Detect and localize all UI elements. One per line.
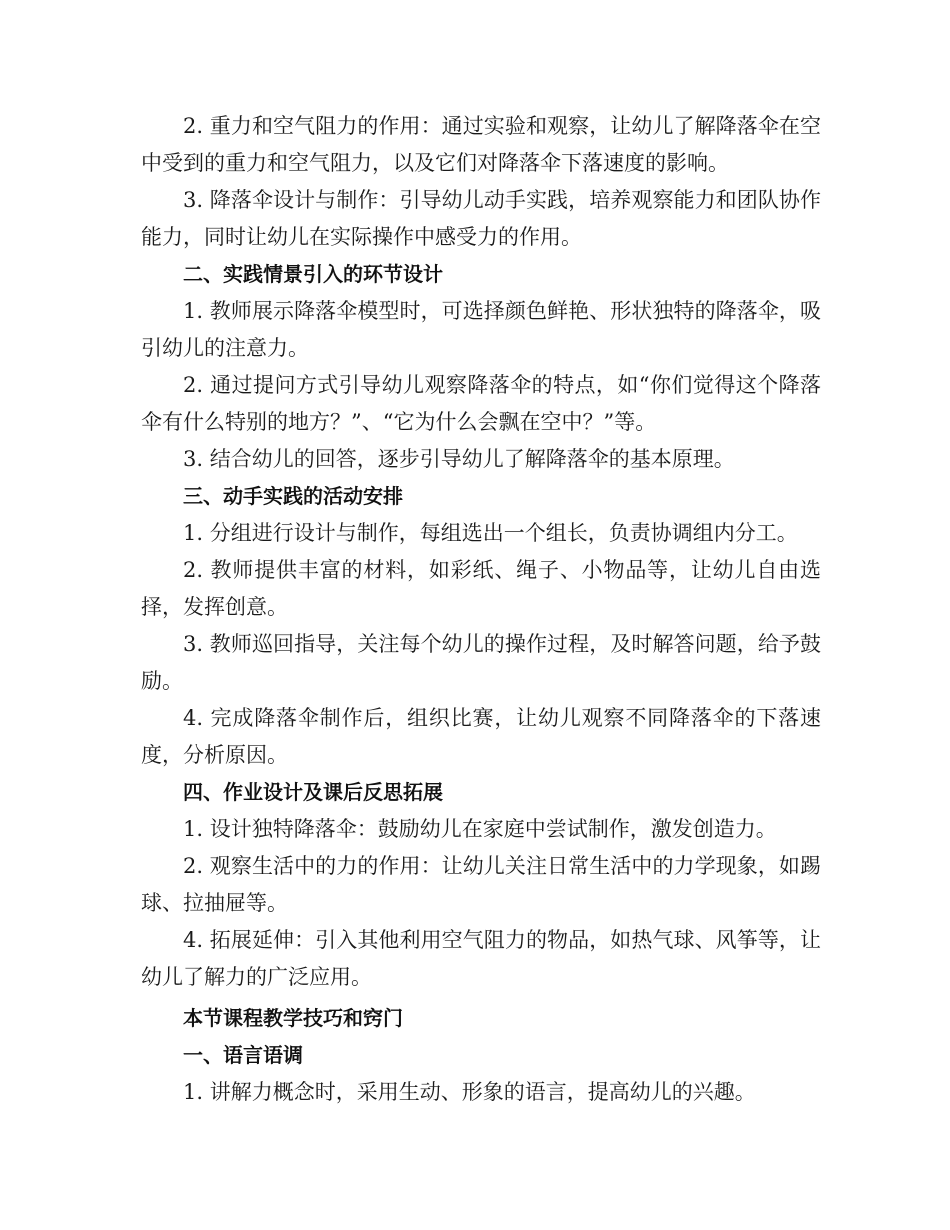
- paragraph-design-parachute: 1. 设计独特降落伞：鼓励幼儿在家庭中尝试制作，激发创造力。: [183, 817, 777, 841]
- paragraph-grouping: 1. 分组进行设计与制作，每组选出一个组长，负责协调组内分工。: [183, 521, 798, 545]
- section-heading-language-tone: 一、语言语调: [183, 1043, 303, 1067]
- paragraph-materials: 2. 教师提供丰富的材料，如彩纸、绳子、小物品等，让幼儿自由选择，发挥创意。: [141, 558, 821, 619]
- paragraph-basic-principle: 3. 结合幼儿的回答，逐步引导幼儿了解降落伞的基本原理。: [183, 447, 735, 471]
- paragraph-guidance: 3. 教师巡回指导，关注每个幼儿的操作过程，及时解答问题，给予鼓励。: [141, 632, 821, 693]
- paragraph-parachute-design: 3. 降落伞设计与制作：引导幼儿动手实践，培养观察能力和团队协作能力，同时让幼儿在实际操作中感受力的作用。: [141, 188, 821, 249]
- section-heading-scenario-intro: 二、实践情景引入的环节设计: [183, 262, 443, 286]
- paragraph-show-model: 1. 教师展示降落伞模型时，可选择颜色鲜艳、形状独特的降落伞，吸引幼儿的注意力。: [141, 299, 821, 360]
- document-body: [141, 108, 821, 1111]
- section-heading-teaching-tips: 本节课程教学技巧和窍门: [183, 1006, 403, 1030]
- paragraph-competition: 4. 完成降落伞制作后，组织比赛，让幼儿观察不同降落伞的下落速度，分析原因。: [141, 706, 821, 767]
- section-heading-hands-on: 三、动手实践的活动安排: [183, 484, 403, 508]
- paragraph-vivid-language: 1. 讲解力概念时，采用生动、形象的语言，提高幼儿的兴趣。: [183, 1080, 756, 1104]
- section-heading-homework: 四、作业设计及课后反思拓展: [183, 780, 443, 804]
- paragraph-observe-forces: 2. 观察生活中的力的作用：让幼儿关注日常生活中的力学现象，如踢球、拉抽屉等。: [141, 854, 821, 915]
- paragraph-questioning: 2. 通过提问方式引导幼儿观察降落伞的特点，如“你们觉得这个降落伞有什么特别的地方？”、“它为什么会飘在空中？”等。: [141, 373, 821, 434]
- paragraph-gravity-air-resistance: 2. 重力和空气阻力的作用：通过实验和观察，让幼儿了解降落伞在空中受到的重力和空气阻力，以及它们对降落伞下落速度的影响。: [141, 114, 821, 175]
- paragraph-extension: 4. 拓展延伸：引入其他利用空气阻力的物品，如热气球、风筝等，让幼儿了解力的广泛应用。: [141, 928, 821, 989]
